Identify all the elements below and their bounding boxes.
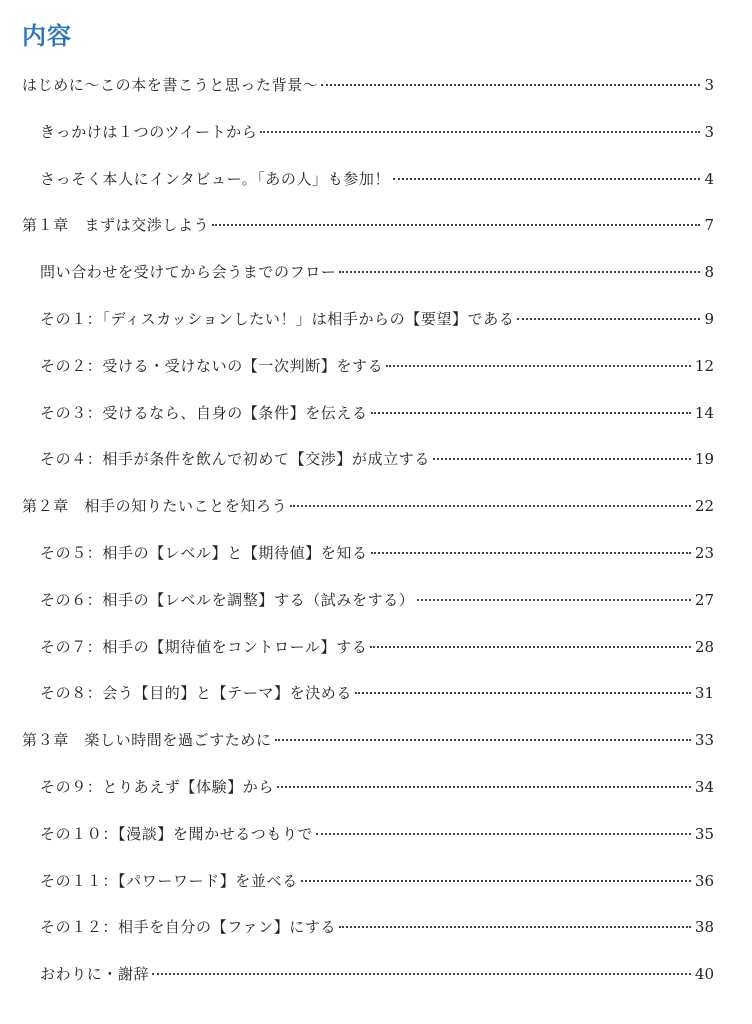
toc-page-number: 23 xyxy=(694,543,714,562)
toc-page-number: 36 xyxy=(694,871,714,890)
dot-leader xyxy=(260,123,700,133)
dot-leader xyxy=(371,404,691,414)
toc-entry[interactable] xyxy=(22,202,714,249)
toc-entry-text: 第２章 相手の知りたいことを知ろう xyxy=(22,497,288,516)
toc-page-number: 27 xyxy=(694,590,714,609)
toc-heading: 内容 xyxy=(22,22,72,50)
toc-page-number: 12 xyxy=(694,356,714,375)
toc-entry[interactable] xyxy=(22,436,714,483)
toc-entry[interactable] xyxy=(22,62,714,109)
toc-entry-text: その５：相手の【レベル】と【期待値】を知る xyxy=(40,543,368,562)
toc-page-number: 28 xyxy=(694,637,714,656)
toc-entry-text: その１０：【漫談】を聞かせるつもりで xyxy=(40,824,314,843)
toc-page-number: 34 xyxy=(694,777,714,796)
dot-leader xyxy=(371,544,691,554)
toc-entry[interactable] xyxy=(22,577,714,624)
toc-entry[interactable] xyxy=(22,109,714,156)
toc-entry[interactable] xyxy=(22,249,714,296)
toc-entry[interactable] xyxy=(22,670,714,717)
dot-leader xyxy=(417,591,691,601)
toc-page-number: 3 xyxy=(704,122,714,141)
toc-page-number: 33 xyxy=(694,731,714,750)
toc-entry-text: その７：相手の【期待値をコントロール】する xyxy=(40,637,368,656)
toc-entry-text: その２：受ける・受けないの【一次判断】をする xyxy=(40,356,384,375)
toc-entry-text: その１２：相手を自分の【ファン】にする xyxy=(40,918,337,937)
toc-entry-text: その６：相手の【レベルを調整】する（試みをする） xyxy=(40,590,415,609)
dot-leader xyxy=(277,778,691,788)
dot-leader xyxy=(275,731,691,741)
toc-entry[interactable] xyxy=(22,390,714,437)
toc-page-number: 3 xyxy=(704,76,714,94)
toc-page-number: 8 xyxy=(704,263,714,282)
dot-leader xyxy=(386,357,691,367)
dot-leader xyxy=(152,965,691,975)
dot-leader xyxy=(355,684,691,694)
toc-list xyxy=(22,62,714,998)
toc-entry[interactable] xyxy=(22,530,714,577)
toc-page-number: 38 xyxy=(694,918,714,937)
toc-entry-text: その３：受けるなら、自身の【条件】を伝える xyxy=(40,403,368,422)
toc-entry-text: その８：会う【目的】と【テーマ】を決める xyxy=(40,684,353,703)
toc-page-number: 35 xyxy=(694,824,714,843)
toc-page-number: 9 xyxy=(704,309,714,328)
toc-entry-text: その１：「ディスカッションしたい！」は相手からの【要望】である xyxy=(40,309,515,328)
dot-leader xyxy=(301,872,691,882)
toc-entry-text: 第３章 楽しい時間を過ごすために xyxy=(22,731,272,750)
toc-entry-text: その９：とりあえず【体験】から xyxy=(40,777,275,796)
toc-entry[interactable] xyxy=(22,764,714,811)
dot-leader xyxy=(433,450,691,460)
toc-entry-text: 第１章 まずは交渉しよう xyxy=(22,216,210,235)
toc-entry[interactable] xyxy=(22,343,714,390)
toc-entry[interactable] xyxy=(22,951,714,998)
toc-entry[interactable] xyxy=(22,904,714,951)
toc-entry[interactable] xyxy=(22,483,714,530)
dot-leader xyxy=(339,918,691,928)
toc-entry[interactable] xyxy=(22,811,714,858)
toc-page-number: 31 xyxy=(694,684,714,703)
toc-entry-text: きっかけは１つのツイートから xyxy=(40,122,258,141)
toc-entry-text: さっそく本人にインタビュー。「あの人」も参加！ xyxy=(40,169,391,188)
toc-entry[interactable] xyxy=(22,858,714,905)
toc-entry-text: その１１：【パワーワード】を並べる xyxy=(40,871,298,890)
toc-entry-text: はじめに〜この本を書こうと思った背景〜 xyxy=(22,76,319,94)
toc-page-number: 14 xyxy=(694,403,714,422)
toc-entry[interactable] xyxy=(22,156,714,203)
dot-leader xyxy=(212,216,700,226)
dot-leader xyxy=(393,170,700,180)
dot-leader xyxy=(321,76,700,86)
toc-entry-text: おわりに・謝辞 xyxy=(40,965,150,984)
toc-page-number: 4 xyxy=(704,169,714,188)
toc-page-number: 7 xyxy=(704,216,714,235)
dot-leader xyxy=(290,497,691,507)
dot-leader xyxy=(316,825,691,835)
dot-leader xyxy=(370,638,691,648)
toc-entry[interactable] xyxy=(22,717,714,764)
dot-leader xyxy=(517,310,700,320)
toc-entry[interactable] xyxy=(22,624,714,671)
toc-page-number: 19 xyxy=(694,450,714,469)
toc-page-number: 22 xyxy=(694,497,714,516)
toc-page-number: 40 xyxy=(694,965,714,984)
dot-leader xyxy=(339,263,700,273)
toc-entry[interactable] xyxy=(22,296,714,343)
toc-entry-text: その４：相手が条件を飲んで初めて【交渉】が成立する xyxy=(40,450,431,469)
toc-entry-text: 問い合わせを受けてから会うまでのフロー xyxy=(40,263,337,282)
